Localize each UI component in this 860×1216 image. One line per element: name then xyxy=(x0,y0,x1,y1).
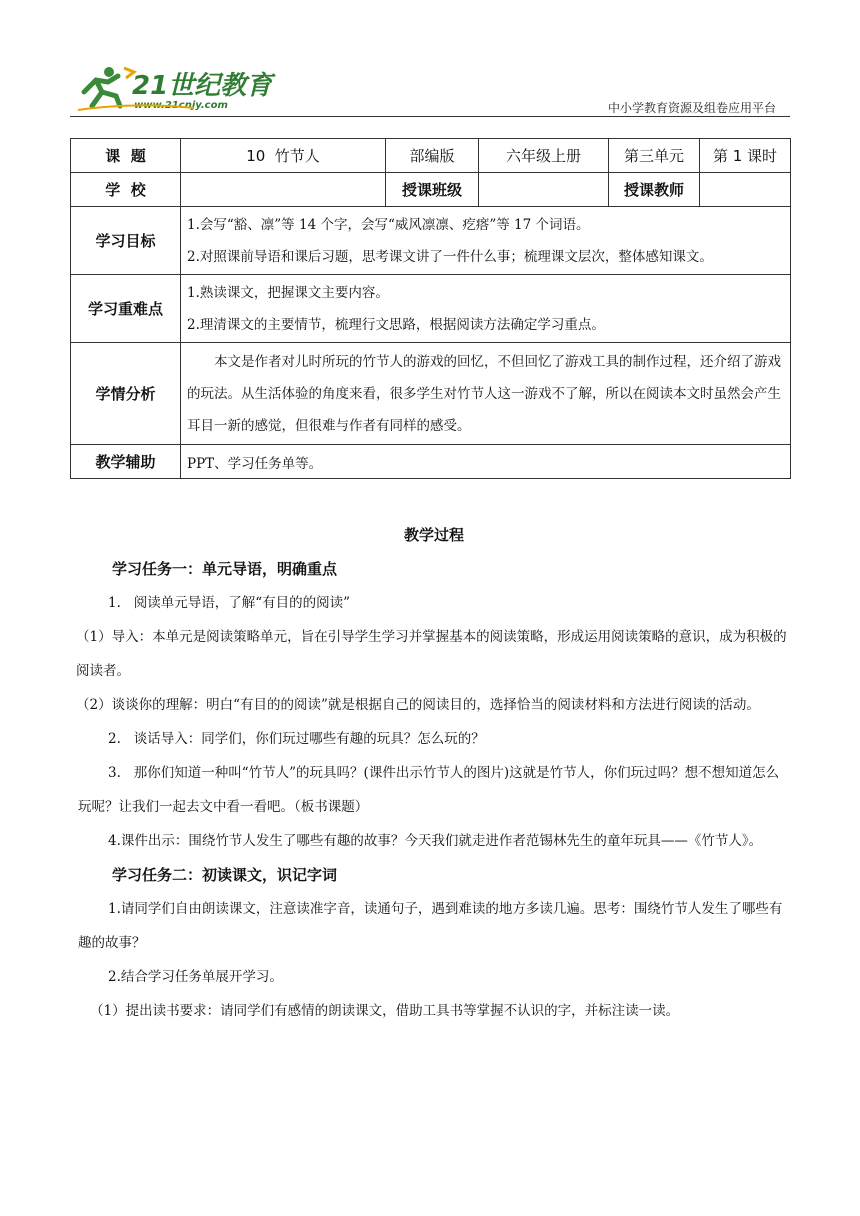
topic-label: 课 题 xyxy=(71,139,181,173)
task1-item1: 1. 阅读单元导语，了解“有目的的阅读” xyxy=(108,595,351,611)
svg-text:21世纪教育: 21世纪教育 xyxy=(132,71,273,101)
class-value[interactable] xyxy=(479,173,609,207)
svg-text:www.21cnjy.com: www.21cnjy.com xyxy=(134,100,228,111)
task2-item2: 2.结合学习任务单展开学习。 xyxy=(108,969,283,985)
task1-item4: 4.课件出示：围绕竹节人发生了哪些有趣的故事？今天我们就走进作者范锡林先生的童年玩具——《竹节人》。 xyxy=(108,833,763,849)
teacher-label: 授课教师 xyxy=(609,173,700,207)
school-label: 学 校 xyxy=(71,173,181,207)
page-header xyxy=(70,62,790,118)
key-point-line: 2.理清课文的主要情节，梳理行文思路，根据阅读方法确定学习重点。 xyxy=(187,316,605,333)
task2-item1: 1.请同学们自由朗读课文，注意读准字音，读通句子，遇到难读的地方多读几遍。思考：围绕竹节人发生了哪些有趣的故事？ xyxy=(78,901,783,951)
table-row xyxy=(71,173,791,207)
analysis-label: 学情分析 xyxy=(71,343,181,445)
process-title: 教学过程 xyxy=(403,526,464,544)
header-divider xyxy=(70,116,790,117)
unit: 第三单元 xyxy=(609,139,700,173)
key-point-line: 1.熟读课文，把握课文主要内容。 xyxy=(187,284,389,301)
logo xyxy=(74,62,273,114)
logo-graphic xyxy=(74,62,273,114)
task1-heading: 学习任务一：单元导语，明确重点 xyxy=(112,560,338,578)
table-row xyxy=(71,275,791,343)
lesson-info-table xyxy=(70,138,791,479)
table-row xyxy=(71,139,791,173)
aids-label: 教学辅助 xyxy=(71,445,181,479)
task2-heading: 学习任务二：初读课文，识记字词 xyxy=(112,866,338,884)
task1-sub2: （2）谈谈你的理解：明白“有目的的阅读”就是根据自己的阅读目的，选择恰当的阅读材料和方法进行阅读的活动。 xyxy=(76,697,760,713)
key-points-content xyxy=(181,275,791,343)
period: 第 1 课时 xyxy=(700,139,791,173)
platform-name: 中小学教育资源及组卷应用平台 xyxy=(607,101,776,115)
lesson-title: 10 竹节人 xyxy=(181,139,386,173)
teacher-value[interactable] xyxy=(700,173,791,207)
task1-item3: 3. 那你们知道一种叫“竹节人”的玩具吗？(课件出示竹节人的图片)这就是竹节人，你们玩过吗？想不想知道怎么玩呢？让我们一起去文中看一看吧。（板书课题） xyxy=(78,765,780,815)
goal-line: 1.会写“豁、凛”等 14 个字，会写“威风凛凛、疙瘩”等 17 个词语。 xyxy=(187,216,590,233)
table-row xyxy=(71,343,791,445)
teaching-process xyxy=(78,518,790,1028)
analysis-text: 本文是作者对儿时所玩的竹节人的游戏的回忆，不但回忆了游戏工具的制作过程，还介绍了游戏的玩法。从生活体验的角度来看，很多学生对竹节人这一游戏不了解，所以在阅读本文时虽然会产生耳目一新的感觉，但很难与作者有同样的感受。 xyxy=(187,353,781,434)
edition: 部编版 xyxy=(386,139,479,173)
school-value[interactable] xyxy=(181,173,386,207)
aids-content: PPT、学习任务单等。 xyxy=(181,445,791,479)
key-points-label: 学习重难点 xyxy=(71,275,181,343)
table-row xyxy=(71,445,791,479)
grade: 六年级上册 xyxy=(479,139,609,173)
goal-line: 2.对照课前导语和课后习题，思考课文讲了一件什么事；梳理课文层次，整体感知课文。 xyxy=(187,248,713,265)
task1-sub1: （1）导入：本单元是阅读策略单元，旨在引导学生学习并掌握基本的阅读策略，形成运用阅读策略的意识，成为积极的阅读者。 xyxy=(76,629,787,679)
goals-content xyxy=(181,207,791,275)
class-label: 授课班级 xyxy=(386,173,479,207)
table-row xyxy=(71,207,791,275)
goals-label: 学习目标 xyxy=(71,207,181,275)
analysis-content xyxy=(181,343,791,445)
task2-sub1: （1）提出读书要求：请同学们有感情的朗读课文，借助工具书等掌握不认识的字，并标注读一读。 xyxy=(90,1003,680,1019)
task1-item2: 2. 谈话导入：同学们，你们玩过哪些有趣的玩具？怎么玩的？ xyxy=(108,731,485,747)
